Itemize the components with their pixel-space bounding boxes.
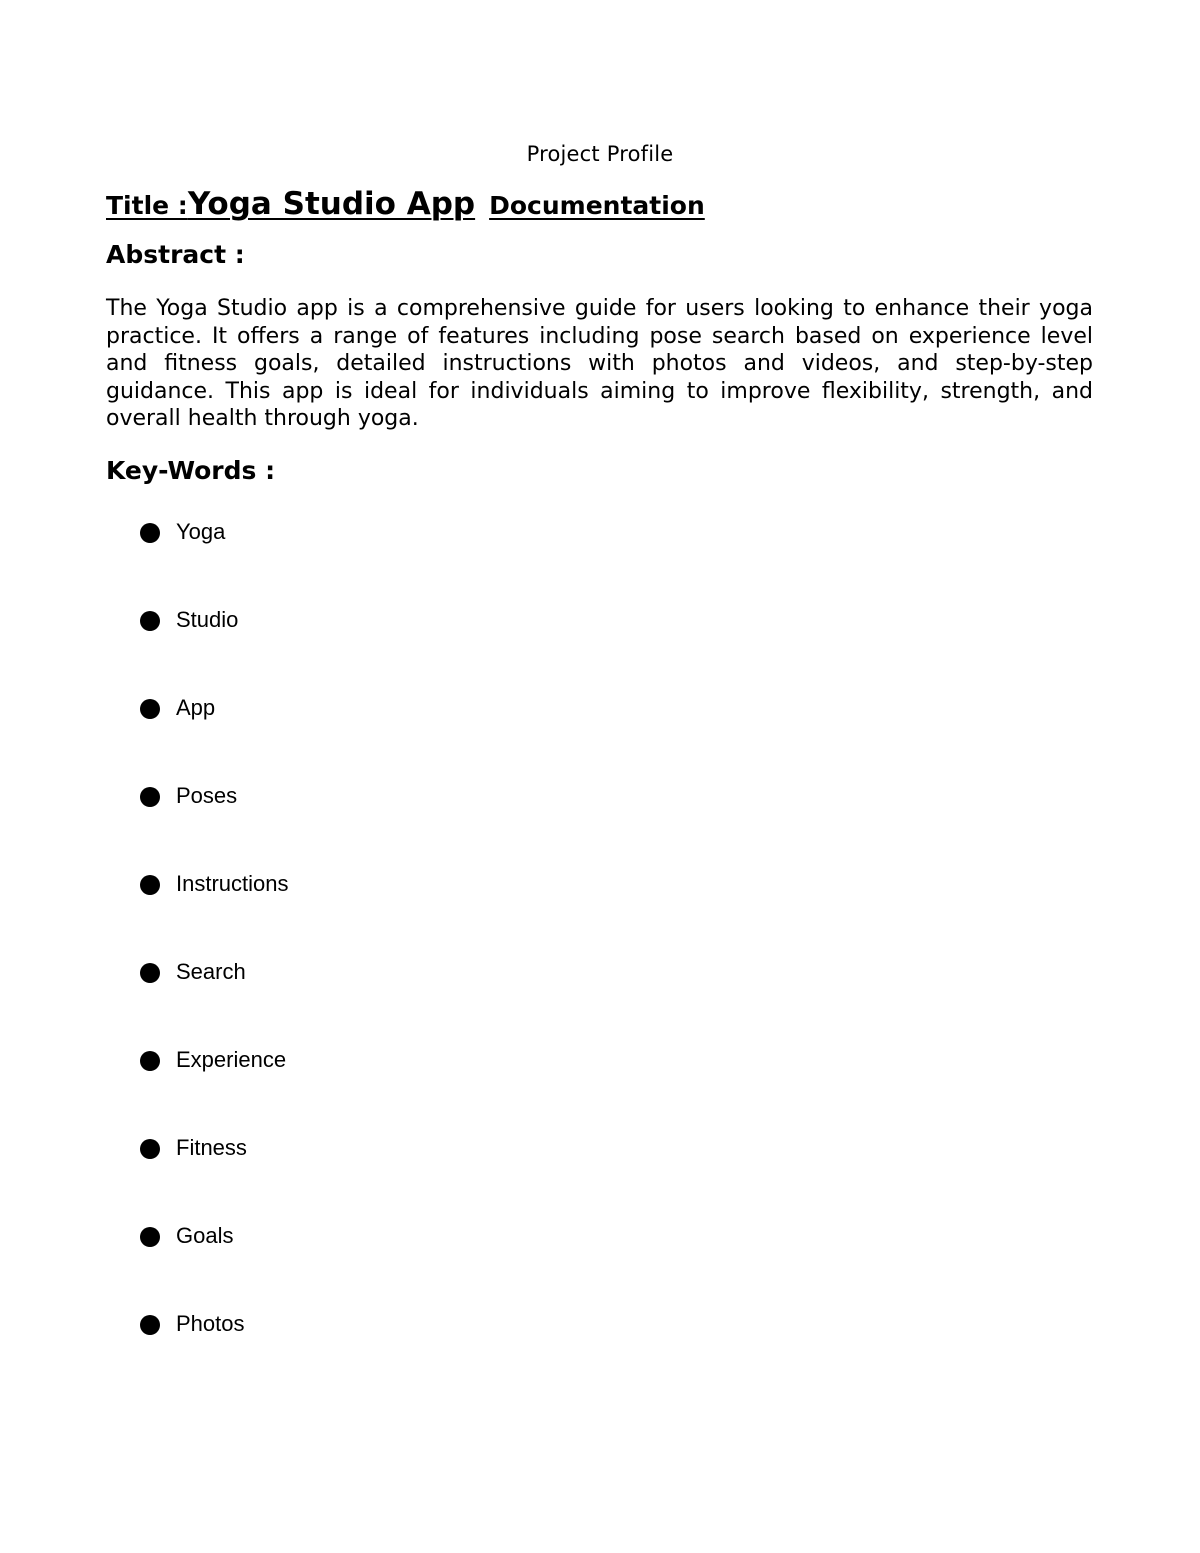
document-title [106, 184, 705, 229]
keyword-text: Search [176, 959, 246, 984]
keyword-item [140, 515, 289, 603]
keyword-text: App [176, 695, 216, 720]
abstract-heading: Abstract : [106, 240, 245, 269]
keyword-text: Goals [176, 1223, 234, 1248]
bullet-icon [140, 523, 160, 543]
keywords-heading: Key-Words : [106, 456, 276, 485]
bullet-icon [140, 1227, 160, 1247]
keyword-text: Fitness [176, 1135, 247, 1160]
bullet-icon [140, 1139, 160, 1159]
title-main: Yoga Studio App [187, 186, 476, 222]
keyword-item [140, 1043, 289, 1131]
bullet-icon [140, 963, 160, 983]
keyword-item [140, 603, 289, 691]
keyword-text: Poses [176, 783, 238, 808]
keyword-item [140, 779, 289, 867]
bullet-icon [140, 1051, 160, 1071]
keyword-item [140, 1219, 289, 1307]
keyword-item [140, 867, 289, 955]
bullet-icon [140, 875, 160, 895]
bullet-icon [140, 699, 160, 719]
abstract-body: The Yoga Studio app is a comprehensive guide for users looking to enhance their yoga practice. It offers a range of features including pose search based on experience level and fitness goals, detailed instructions with photos and videos, and step-by-step guidance. This app is ideal for individuals aiming to improve flexibility, strength, and overall health through yoga. [106, 296, 1093, 431]
keyword-item [140, 691, 289, 779]
keyword-item [140, 1307, 289, 1395]
keyword-item [140, 1131, 289, 1219]
bullet-icon [140, 611, 160, 631]
bullet-icon [140, 787, 160, 807]
keyword-text: Studio [176, 607, 239, 632]
keyword-list [140, 515, 289, 1395]
keyword-text: Experience [176, 1047, 287, 1072]
header-label: Project Profile [526, 142, 674, 166]
title-prefix: Title : [106, 191, 188, 220]
bullet-icon [140, 1315, 160, 1335]
title-suffix: Documentation [489, 191, 705, 220]
keyword-text: Instructions [176, 871, 289, 896]
keyword-text: Photos [176, 1311, 245, 1336]
keyword-text: Yoga [176, 519, 226, 544]
keyword-item [140, 955, 289, 1043]
